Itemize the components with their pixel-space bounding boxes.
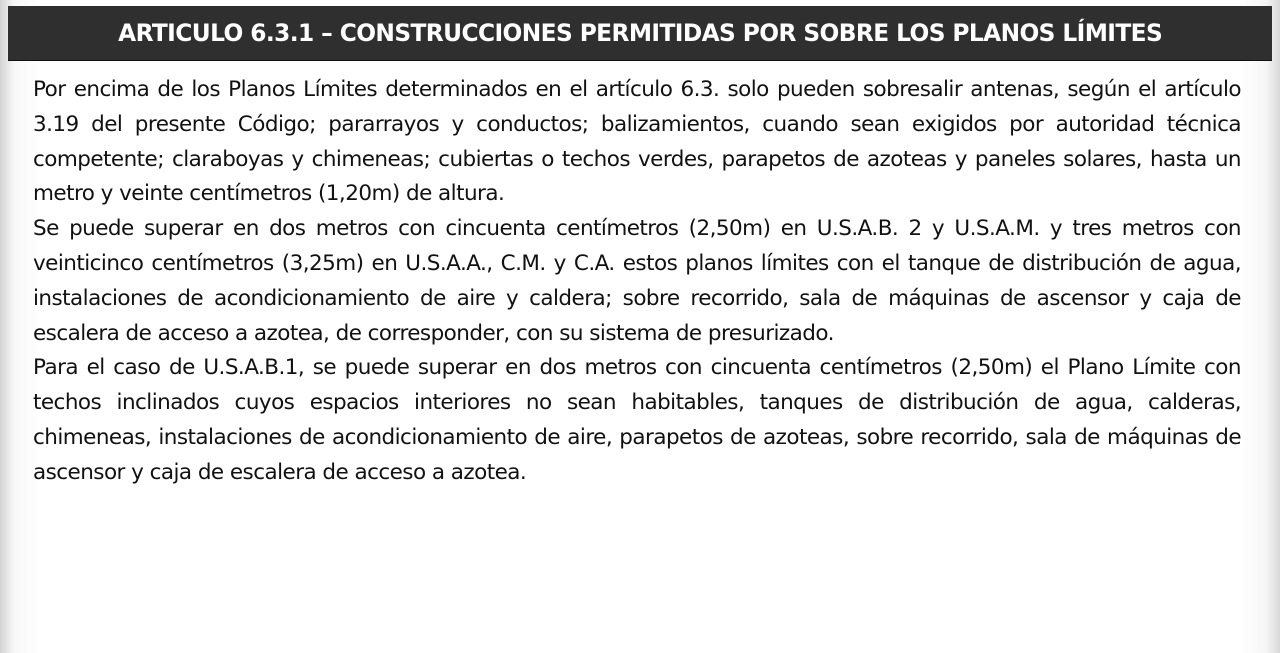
paragraph-1: Por encima de los Planos Límites determinados en el artículo 6.3. solo pueden sobresalir antenas, según el artículo 3.19 del presente Código; pararrayos y conductos; balizamientos, cuando sean exigidos por autoridad técnica competente; claraboyas y chimeneas; cubiertas o techos verdes, parapetos de azoteas y paneles solares, hasta un metro y veinte centímetros (1,20m) de altura. <box>33 77 1241 207</box>
article-header-bar <box>8 6 1272 60</box>
article-body <box>33 73 1241 491</box>
paragraph-3: Para el caso de U.S.A.B.1, se puede superar en dos metros con cincuenta centímetros (2,50m) el Plano Límite con techos inclinados cuyos espacios interiores no sean habitables, tanques de distribución de agua, calderas, chimeneas, instalaciones de acondicionamiento de aire, parapetos de azoteas, sobre recorrido, sala de máquinas de ascensor y caja de escalera de acceso a azotea. <box>33 355 1241 485</box>
paragraph-2: Se puede superar en dos metros con cincuenta centímetros (2,50m) en U.S.A.B. 2 y U.S.A.M. y tres metros con veinticinco centímetros (3,25m) en U.S.A.A., C.M. y C.A. estos planos límites con el tanque de distribución de agua, instalaciones de acondicionamiento de aire y caldera; sobre recorrido, sala de máquinas de ascensor y caja de escalera de acceso a azotea, de corresponder, con su sistema de presurizado. <box>33 216 1241 346</box>
article-title: ARTICULO 6.3.1 – CONSTRUCCIONES PERMITIDAS POR SOBRE LOS PLANOS LÍMITES <box>117 19 1163 47</box>
